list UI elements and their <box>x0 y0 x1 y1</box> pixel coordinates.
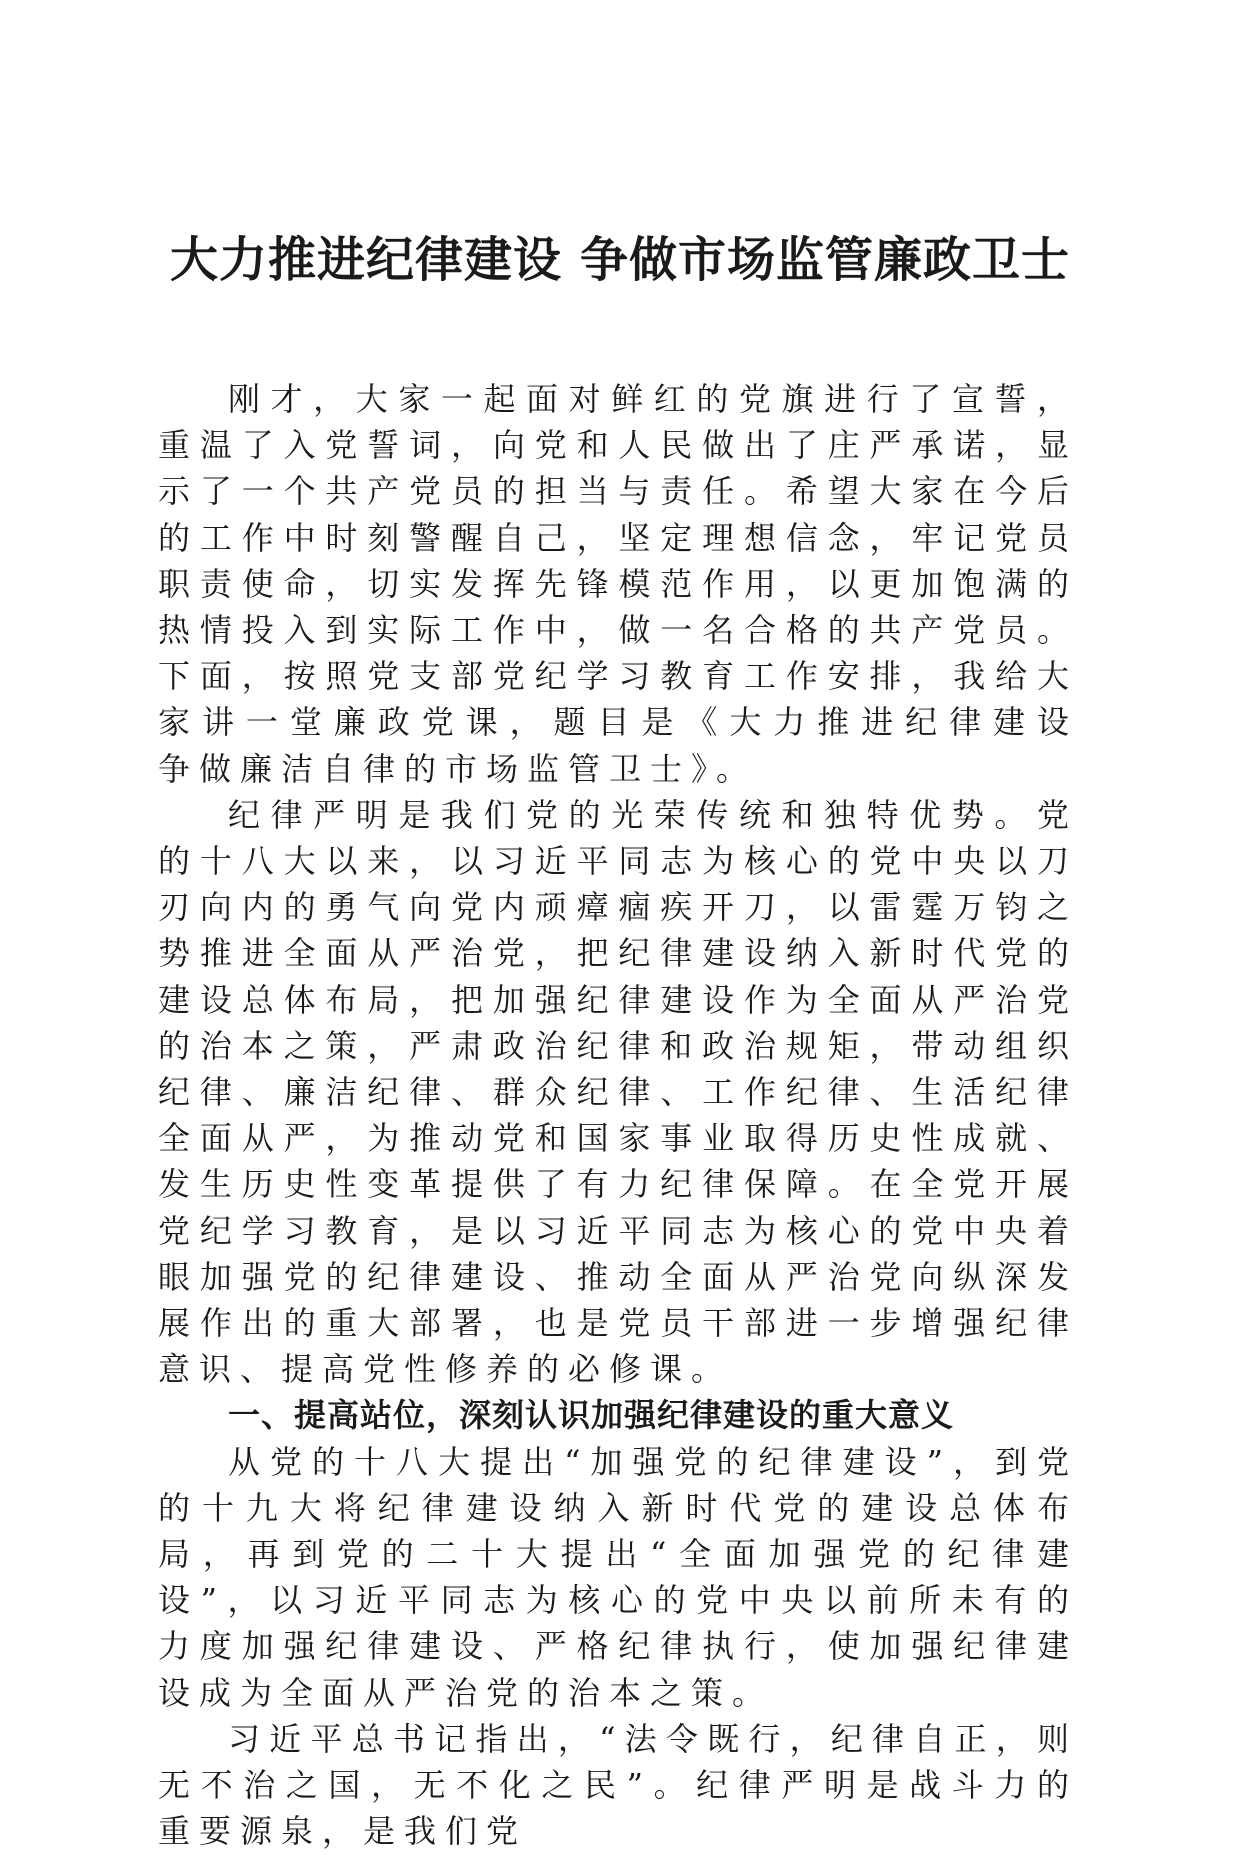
paragraph: 从党的十八大提出“加强党的纪律建设”，到党的十九大将纪律建设纳入新时代党的建设总体布局，再到党的二十大提出“全面加强党的纪律建设”，以习近平同志为核心的党中央以前所未有的力度加强纪律建设、严格纪律执行，使加强纪律建设成为全面从严治党的治本之策。 <box>158 1442 1078 1712</box>
title-part-1: 大力推进纪律建设 <box>169 232 562 288</box>
paragraph: 习近平总书记指出，“法令既行，纪律自正，则无不治之国，无不化之民”。纪律严明是战斗力的重要源泉，是我们党 <box>158 1719 1078 1851</box>
title-part-2: 争做市场监管廉政卫士 <box>580 232 1071 288</box>
document-title <box>0 228 1240 292</box>
paragraph: 刚才，大家一起面对鲜红的党旗进行了宣誓，重温了入党誓词，向党和人民做出了庄严承诺，显示了一个共产党员的担当与责任。希望大家在今后的工作中时刻警醒自己，坚定理想信念，牢记党员职责使命，切实发挥先锋模范作用，以更加饱满的热情投入到实际工作中，做一名合格的共产党员。下面，按照党支部党纪学习教育工作安排，我给大家讲一堂廉政党课，题目是《大力推进纪律建设 争做廉洁自律的市场监管卫士》。 <box>158 380 1078 788</box>
section-heading: 一、提高站位，深刻认识加强纪律建设的重大意义 <box>228 1396 955 1435</box>
paragraph: 纪律严明是我们党的光荣传统和独特优势。党的十八大以来，以习近平同志为核心的党中央以刀刃向内的勇气向党内顽瘴痼疾开刀，以雷霆万钧之势推进全面从严治党，把纪律建设纳入新时代党的建设总体布局，把加强纪律建设作为全面从严治党的治本之策，严肃政治纪律和政治规矩，带动组织纪律、廉洁纪律、群众纪律、工作纪律、生活纪律全面从严，为推动党和国家事业取得历史性成就、发生历史性变革提供了有力纪律保障。在全党开展党纪学习教育，是以习近平同志为核心的党中央着眼加强党的纪律建设、推动全面从严治党向纵深发展作出的重大部署，也是党员干部进一步增强纪律意识、提高党性修养的必修课。 <box>158 795 1078 1389</box>
document-body <box>158 376 1078 1855</box>
